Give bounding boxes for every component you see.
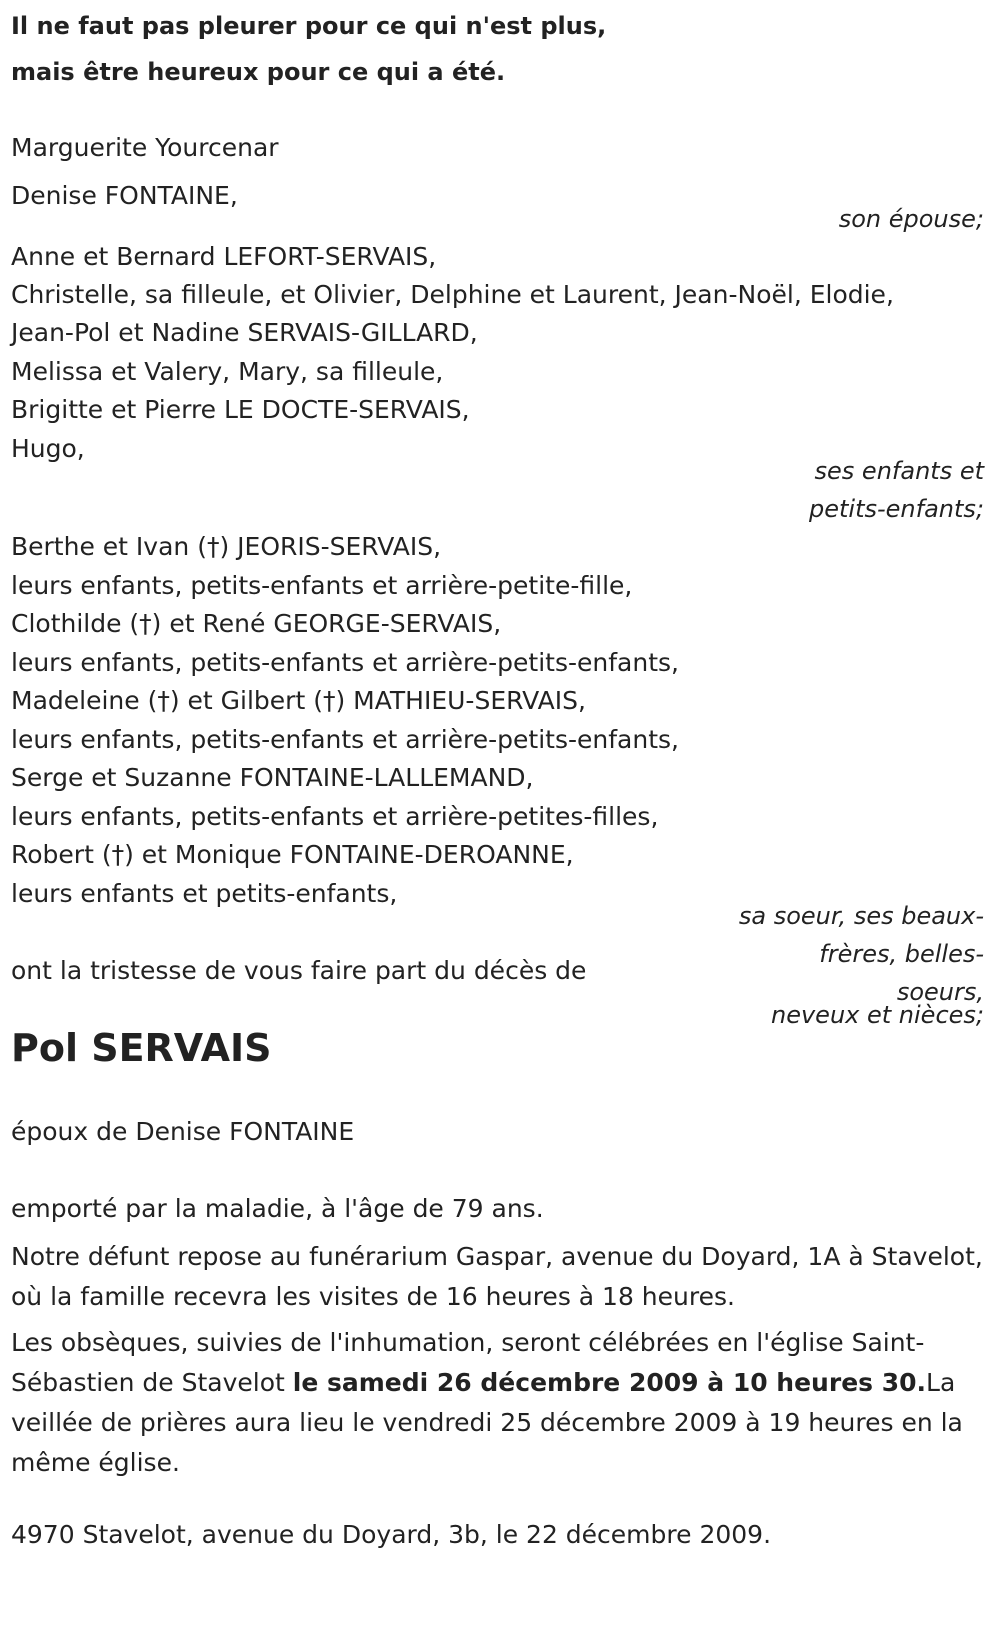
siblings-line: leurs enfants, petits-enfants et arrière-petites-filles, (11, 802, 659, 831)
deceased-spouse-of: époux de Denise FONTAINE (11, 1117, 355, 1146)
siblings-line: leurs enfants, petits-enfants et arrière-petits-enfants, (11, 648, 679, 677)
funeral-text-before: Les obsèques, suivies de l'inhumation, seront célébrées en l'église Saint-Sébastien de Stavelot (11, 1328, 925, 1397)
siblings-role: soeurs, (896, 978, 984, 1006)
spouse-role: son épouse; (838, 205, 984, 233)
siblings-line: Madeleine (†) et Gilbert (†) MATHIEU-SERVAIS, (11, 686, 586, 715)
siblings-line: leurs enfants, petits-enfants et arrière-petits-enfants, (11, 725, 679, 754)
siblings-role: frères, belles- (819, 940, 984, 968)
children-role: ses enfants et (814, 457, 984, 485)
spouse-name: Denise FONTAINE, (11, 181, 238, 210)
children-line: Anne et Bernard LEFORT-SERVAIS, (11, 242, 437, 271)
children-line: Melissa et Valery, Mary, sa filleule, (11, 357, 444, 386)
funeral-text-after: La veillée de prières aura lieu le vendredi 25 décembre 2009 à 19 heures en la même église. (11, 1368, 963, 1477)
epigraph-line-1: Il ne faut pas pleurer pour ce qui n'est plus, (11, 12, 607, 40)
epigraph-line-2: mais être heureux pour ce qui a été. (11, 58, 506, 86)
deceased-cause: emporté par la maladie, à l'âge de 79 ans. (11, 1194, 544, 1223)
siblings-line: leurs enfants et petits-enfants, (11, 879, 398, 908)
funeral-date: le samedi 26 décembre 2009 à 10 heures 30. (292, 1368, 927, 1397)
siblings-line: Serge et Suzanne FONTAINE-LALLEMAND, (11, 763, 534, 792)
siblings-line: Berthe et Ivan (†) JEORIS-SERVAIS, (11, 532, 442, 561)
siblings-line: Robert (†) et Monique FONTAINE-DEROANNE, (11, 840, 574, 869)
deceased-name: Pol SERVAIS (11, 1026, 272, 1070)
epigraph-author: Marguerite Yourcenar (11, 133, 279, 162)
children-line: Jean-Pol et Nadine SERVAIS-GILLARD, (11, 318, 478, 347)
announcement-text: ont la tristesse de vous faire part du décès de (11, 956, 587, 985)
visitation-paragraph: Notre défunt repose au funérarium Gaspar, avenue du Doyard, 1A à Stavelot, où la famille recevra les visites de 16 heures à 18 heures. (11, 1242, 983, 1311)
funeral-paragraph (11, 1323, 986, 1483)
siblings-line: Clothilde (†) et René GEORGE-SERVAIS, (11, 609, 502, 638)
siblings-line: leurs enfants, petits-enfants et arrière-petite-fille, (11, 571, 633, 600)
children-role: petits-enfants; (809, 495, 984, 523)
children-line: Brigitte et Pierre LE DOCTE-SERVAIS, (11, 395, 470, 424)
siblings-role: neveux et nièces; (771, 1001, 984, 1029)
siblings-role: sa soeur, ses beaux- (738, 902, 984, 930)
children-line: Hugo, (11, 434, 85, 463)
children-line: Christelle, sa filleule, et Olivier, Delphine et Laurent, Jean-Noël, Elodie, (11, 280, 894, 309)
address-date-line: 4970 Stavelot, avenue du Doyard, 3b, le 22 décembre 2009. (11, 1520, 772, 1549)
